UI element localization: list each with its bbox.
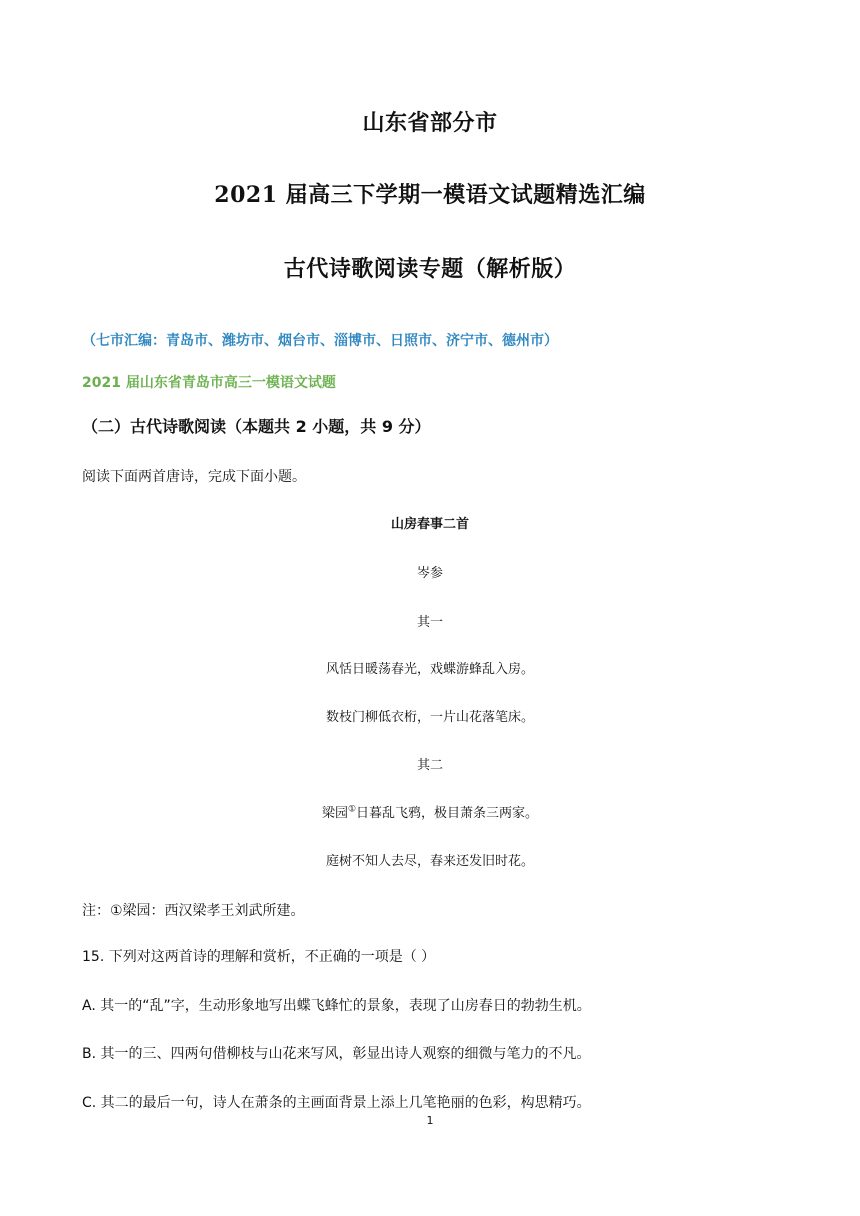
poem-part2-line1-rest: 日暮乱飞鸦，极目萧条三两家。 (356, 806, 539, 821)
poem-title: 山房春事二首 (390, 517, 469, 532)
poem-part2-line2: 庭树不知人去尽，春来还发旧时花。 (325, 854, 534, 869)
poem-author: 岑参 (416, 566, 443, 581)
exam-name: 2021 届山东省青岛市高三一模语文试题 (82, 375, 336, 391)
poem-part1-line1: 风恬日暖荡春光，戏蝶游蜂乱入房。 (325, 662, 534, 677)
page-number: 1 (426, 1114, 434, 1127)
question-15-option-c: C. 其二的最后一句，诗人在萧条的主画面背景上添上几笔艳丽的色彩，构思精巧。 (82, 1095, 591, 1111)
source-note: （七市汇编：青岛市、潍坊市、烟台市、淄博市、日照市、济宁市、德州市） (82, 333, 558, 349)
document-title-line2: 2021 届高三下学期一模语文试题精选汇编 (214, 182, 646, 208)
poem-part2-heading: 其二 (416, 758, 443, 773)
question-15-option-b: B. 其一的三、四两句借柳枝与山花来写风，彰显出诗人观察的细微与笔力的不凡。 (82, 1046, 591, 1062)
annotation-note: 注：①梁园：西汉梁孝王刘武所建。 (82, 903, 305, 919)
question-15-option-a: A. 其一的“乱”字，生动形象地写出蝶飞蜂忙的景象，表现了山房春日的勃勃生机。 (82, 998, 591, 1014)
question-15-stem: 15. 下列对这两首诗的理解和赏析，不正确的一项是（ ） (82, 949, 436, 965)
footnote-marker: ① (347, 804, 357, 815)
section-heading: （二）古代诗歌阅读（本题共 2 小题，共 9 分） (82, 417, 431, 436)
poem-part2-line1 (0, 802, 860, 821)
poem-part1-heading: 其一 (416, 615, 443, 630)
instruction-text: 阅读下面两首唐诗，完成下面小题。 (82, 469, 306, 485)
document-title-line3: 古代诗歌阅读专题（解析版） (283, 256, 577, 282)
poem-part1-line2: 数枝门柳低衣桁，一片山花落笔床。 (325, 710, 534, 725)
document-title-line1: 山东省部分市 (362, 110, 498, 136)
poem-part2-line1-prefix: 梁园 (321, 806, 348, 821)
